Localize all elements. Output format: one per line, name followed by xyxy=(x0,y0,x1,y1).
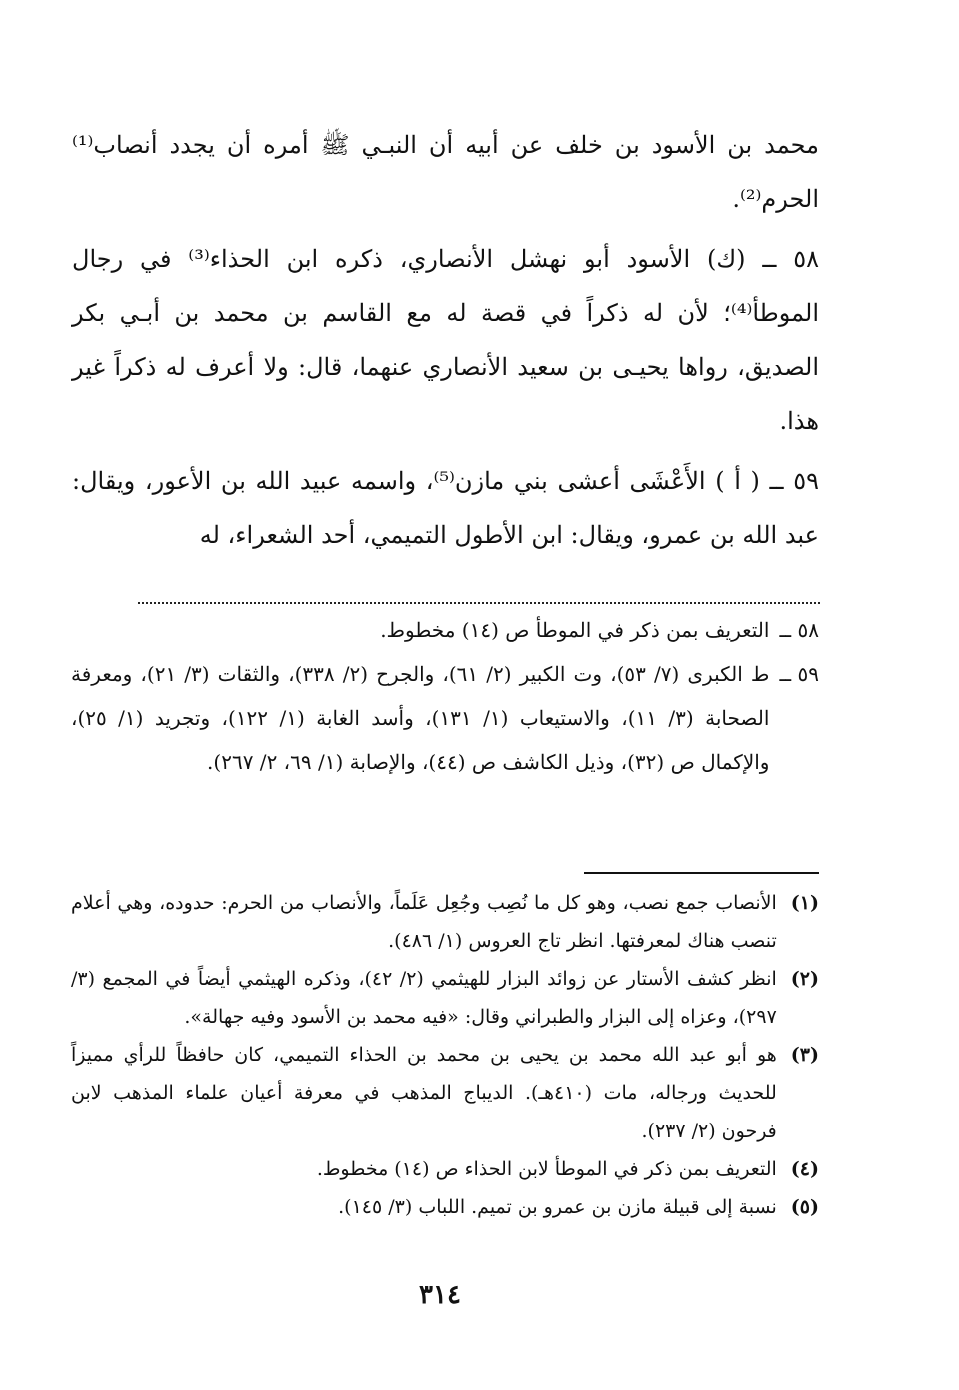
source-number: ٥٨ ــ xyxy=(779,618,819,642)
footnote-item xyxy=(71,1188,819,1226)
footnote-number: (٥) xyxy=(790,1196,819,1218)
source-item xyxy=(71,608,819,652)
source-text: التعريف بمن ذكر في الموطأ ص (١٤) مخطوط. xyxy=(380,618,770,642)
footnote-item xyxy=(71,1150,819,1188)
footnote-number: (٤) xyxy=(790,1158,819,1180)
footnote-text: انظر كشف الأستار عن زوائد البزار للهيثمي (٢/ ٤٢)، وذكره الهيثمي أيضاً في المجمع (٣/ ٢٩٧)، وعزاه إلى البزار والطبراني وقال: «فيه محمد بن الأسود وفيه جهالة». xyxy=(71,968,777,1028)
footnote-item xyxy=(71,1036,819,1150)
main-text xyxy=(72,118,819,562)
footnote-text: نسبة إلى قبيلة مازن بن عمرو بن تميم. اللباب (٣/ ١٤٥). xyxy=(338,1196,777,1218)
dotted-divider xyxy=(138,582,820,604)
footnote-number: (١) xyxy=(790,892,819,914)
page-number: ٣١٤ xyxy=(419,1280,461,1310)
source-number: ٥٩ ــ xyxy=(779,662,819,686)
footnote-text: الأنصاب جمع نصب، وهو كل ما نُصِب وجُعِل عَلَماً، والأنصاب من الحرم: حدوده، وهي أعلام تنصب هناك لمعرفتها. انظر تاج العروس (١/ ٤٨٦). xyxy=(71,892,777,952)
footnote-number: (٣) xyxy=(790,1044,819,1066)
footnote-item xyxy=(71,960,819,1036)
paragraph-entry-58: ٥٨ ــ (ك) الأسود أبو نهشل الأنصاري، ذكره ابن الحذاء⁽³⁾ في رجال الموطأ⁽⁴⁾؛ لأن له ذكراً في قصة له مع القاسم بن محمد بن أبـي بكر الصديق، رواها يحيـى بن سعيد الأنصاري عنهما، قال: ولا أعرف له ذكراً غير هذا. xyxy=(72,245,819,435)
paragraph-intro: محمد بن الأسود بن خلف عن أبيه أن النبـي ﷺ أمره أن يجدد أنصاب⁽¹⁾ الحرم⁽²⁾. xyxy=(72,131,819,213)
source-item xyxy=(71,652,819,784)
footnote-text: هو أبو عبد الله محمد بن يحيى بن محمد بن الحذاء التميمي، كان حافظاً للرأي مميزاً للحديث ورجاله، مات (٤١٠هـ). الديباج المذهب في معرفة أعيان علماء المذهب لابن فرحون (٢/ ٢٣٧). xyxy=(71,1044,777,1142)
footnote-separator xyxy=(584,872,819,874)
footnote-number: (٢) xyxy=(790,968,819,990)
paragraph-entry-59: ٥٩ ــ ( أ ) الأَعْشَى أعشى بني مازن⁽⁵⁾، واسمه عبيد الله بن الأعور، ويقال: عبد الله بن عمرو، ويقال: ابن الأطول التميمي، أحد الشعراء، له xyxy=(72,467,819,549)
sources-section xyxy=(71,608,819,784)
source-text: ط الكبرى (٧/ ٥٣)، وت الكبير (٢/ ٦١)، والجرح (٢/ ٣٣٨)، والثقات (٣/ ٢١)، ومعرفة الصحابة (٣/ ١١)، والاستيعاب (١/ ١٣١)، وأسد الغابة (١/ ١٢٢)، وتجريد (١/ ٢٥)، والإكمال ص (٣٢)، وذيل الكاشف ص (٤٤)، والإصابة (١/ ٦٩، ٢/ ٢٦٧). xyxy=(71,662,770,774)
footnote-text: التعريف بمن ذكر في الموطأ لابن الحذاء ص (١٤) مخطوط. xyxy=(316,1158,777,1180)
footnotes-section xyxy=(71,884,819,1226)
footnote-item xyxy=(71,884,819,960)
